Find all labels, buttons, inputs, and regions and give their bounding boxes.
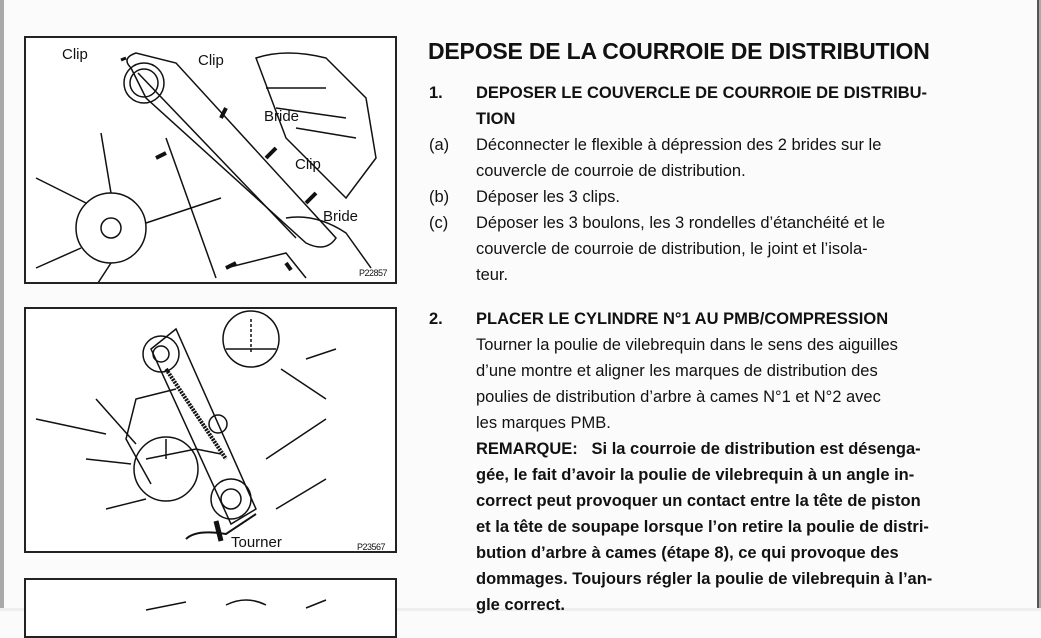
substep-label: (b) xyxy=(429,188,450,206)
note-line: dommages. Toujours régler la poulie de vilebrequin à l’an- xyxy=(476,570,933,588)
figure-partial xyxy=(24,578,397,638)
engine-cover-illustration xyxy=(26,38,397,284)
step-number: 2. xyxy=(429,310,443,328)
label-clip-1: Clip xyxy=(62,46,88,63)
label-tourner: Tourner xyxy=(231,534,282,551)
substep-line: Déposer les 3 boulons, les 3 rondelles d’étanchéité et le xyxy=(476,214,886,232)
body-line: poulies de distribution d’arbre à cames N°1 et N°2 avec xyxy=(476,388,881,406)
substep-label: (a) xyxy=(429,136,450,154)
substep-line: Déposer les 3 clips. xyxy=(476,188,620,206)
figure-timing-belt-cover xyxy=(24,36,397,284)
body-line: Tourner la poulie de vilebrequin dans le sens des aiguilles xyxy=(476,336,898,354)
step-heading-line2: TION xyxy=(476,110,516,128)
note-line: gle correct. xyxy=(476,596,565,614)
substep-line: Déconnecter le flexible à dépression des 2 brides sur le xyxy=(476,136,882,154)
note-line-1 xyxy=(476,436,998,462)
step-heading: PLACER LE CYLINDRE N°1 AU PMB/COMPRESSION xyxy=(476,310,889,328)
page-left-border xyxy=(0,0,4,611)
substep-label: (c) xyxy=(429,214,449,232)
figure-code: P23567 xyxy=(357,542,386,552)
note-line: correct peut provoquer un contact entre la tête de piston xyxy=(476,492,921,510)
label-clip-3: Clip xyxy=(295,156,321,173)
step-heading-line1: DEPOSER LE COUVERCLE DE COURROIE DE DISTRIBU- xyxy=(476,84,928,102)
label-bride-2: Bride xyxy=(323,208,359,225)
step-number: 1. xyxy=(429,84,443,102)
substep-line: couvercle de courroie de distribution. xyxy=(476,162,746,180)
note-line: et la tête de soupape lorsque l’on retire la poulie de distri- xyxy=(476,518,929,536)
substep-line: teur. xyxy=(476,266,509,284)
page-title: DEPOSE DE LA COURROIE DE DISTRIBUTION xyxy=(428,38,930,64)
note-text: Si la courroie de distribution est désenga- xyxy=(591,440,921,458)
partial-illustration xyxy=(26,580,397,638)
note-label: REMARQUE: xyxy=(476,440,578,458)
label-bride-1: Bride xyxy=(264,108,300,125)
label-clip-2: Clip xyxy=(198,52,224,69)
body-line: d’une montre et aligner les marques de distribution des xyxy=(476,362,878,380)
note-line: bution d’arbre à cames (étape 8), ce qui provoque des xyxy=(476,544,899,562)
timing-belt-illustration xyxy=(26,309,397,553)
figure-code: P22857 xyxy=(359,268,388,278)
figure-crankshaft-alignment xyxy=(24,307,397,553)
substep-line: couvercle de courroie de distribution, le joint et l’isola- xyxy=(476,240,868,258)
body-line: les marques PMB. xyxy=(476,414,611,432)
note-line: gée, le fait d’avoir la poulie de vilebrequin à un angle in- xyxy=(476,466,915,484)
